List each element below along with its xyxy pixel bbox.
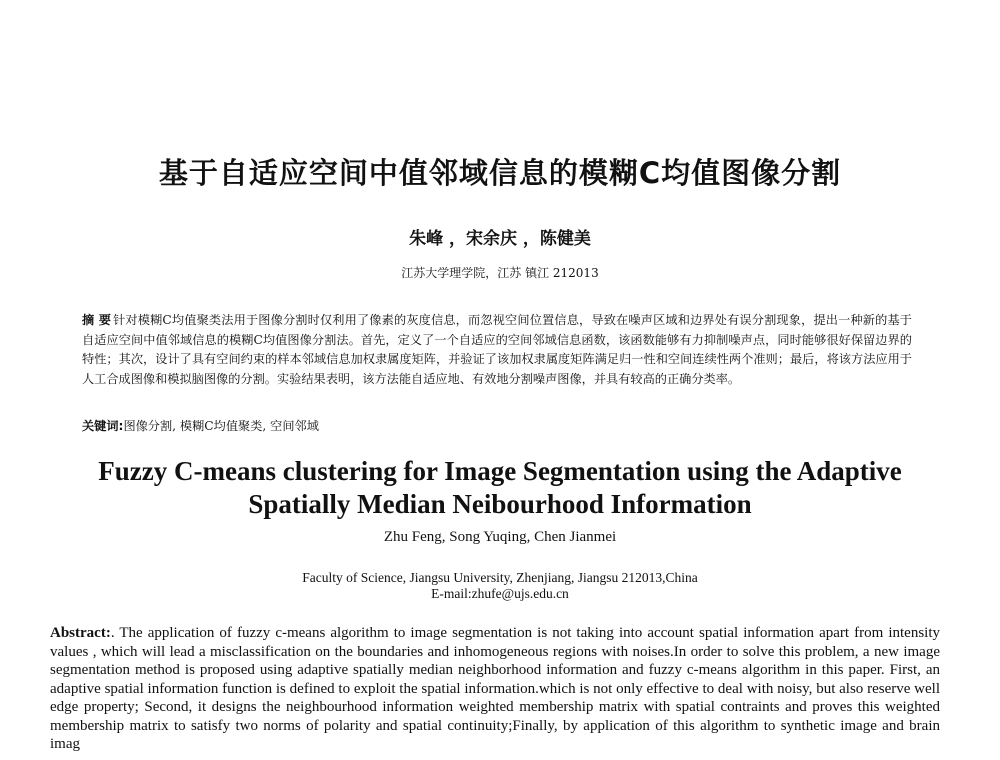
english-authors: Zhu Feng, Song Yuqing, Chen Jianmei bbox=[383, 529, 617, 545]
chinese-keywords-text: 图像分割, 模糊C均值聚类, 空间邻域 bbox=[123, 419, 319, 433]
english-abstract-label: Abstract: bbox=[50, 625, 111, 641]
english-title bbox=[0, 455, 1000, 521]
chinese-title: 基于自适应空间中值邻域信息的模糊C均值图像分割 bbox=[158, 156, 842, 190]
chinese-abstract-label: 摘 要 bbox=[82, 313, 112, 327]
chinese-abstract bbox=[82, 311, 912, 389]
english-abstract bbox=[50, 624, 940, 754]
chinese-authors: 朱峰 ，宋余庆 ，陈健美 bbox=[409, 229, 591, 249]
chinese-affiliation: 江苏大学理学院，江苏 镇江 212013 bbox=[401, 266, 599, 280]
chinese-keywords bbox=[82, 417, 912, 435]
english-title-line1: Fuzzy C-means clustering for Image Segmentation using the Adaptive bbox=[98, 456, 902, 486]
chinese-keywords-label: 关键词: bbox=[82, 419, 124, 433]
english-title-line2: Spatially Median Neibourhood Information bbox=[248, 489, 752, 519]
english-affiliation-block bbox=[0, 570, 1000, 602]
english-email: E-mail:zhufe@ujs.edu.cn bbox=[431, 586, 569, 601]
chinese-abstract-text: 针对模糊C均值聚类法用于图像分割时仅利用了像素的灰度信息，而忽视空间位置信息，导致在噪声区域和边界处有误分割现象，提出一种新的基于自适应空间中值邻域信息的模糊C均值图像分割法。首先，定义了一个自适应的空间邻域信息函数，该函数能够有力抑制噪声点，同时能够很好保留边界的特性；其次，设计了具有空间约束的样本邻域信息加权隶属度矩阵，并验证了该加权隶属度矩阵满足归一性和空间连续性两个准则；最后，将该方法应用于人工合成图像和模拟脑图像的分割。实验结果表明，该方法能自适应地、有效地分割噪声图像，并具有较高的正确分类率。 bbox=[82, 313, 912, 386]
english-affiliation: Faculty of Science, Jiangsu University, Zhenjiang, Jiangsu 212013,China bbox=[302, 570, 698, 585]
english-abstract-text: . The application of fuzzy c-means algorithm to image segmentation is not taking into account spatial information apart from intensity values , which will lead a misclassification on the boundaries and inhomogeneous regions with noises.In order to solve this problem, a new image segmentation method is proposed using adaptive spatially median neighborhood information and fuzzy c-means algorithm in this paper. First, an adaptive spatial information function is defined to exploit the spatial information.which is not only effective to deal with noisy, but also reserve well edge property; Second, it designs the neighbourhood information weighted membership matrix with spatial contraints and proves this weighted membership matrix to satisfy two norms of polarity and spatial continuity;Finally, by application of this algorithm to synthetic image and brain imag bbox=[50, 625, 940, 752]
